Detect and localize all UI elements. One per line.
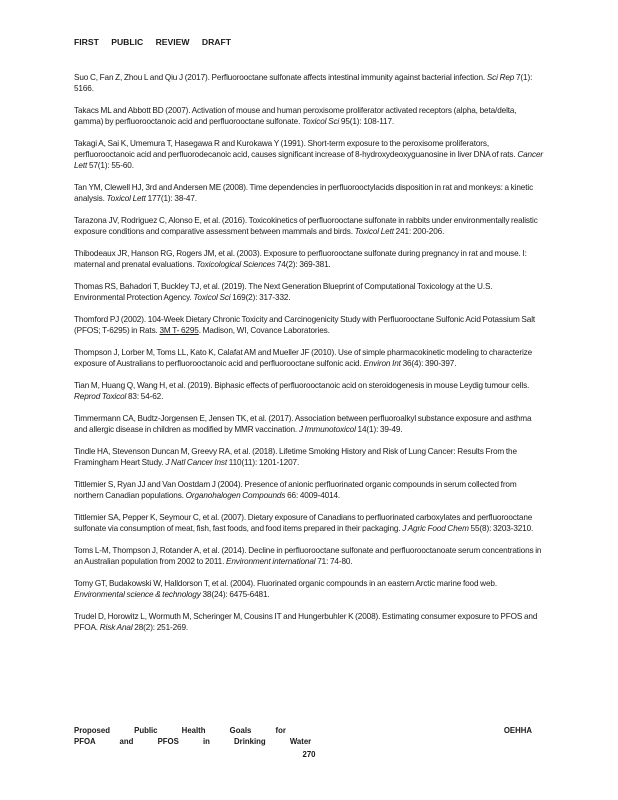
reference-item: Tittlemier SA, Pepper K, Seymour C, et al. (2007). Dietary exposure of Canadians to perfluorinated carboxylates and perfluorooctane sulfonate via consumption of meat, fish, fast foods, and food items prepared in their packaging. J Agric Food Chem 55(8): 3203-3210. [74,513,534,534]
reference-item: Tittlemier S, Ryan JJ and Van Oostdam J (2004). Presence of anionic perfluorinated organic compounds in serum collected from northern Canadian populations. Organohalogen Compounds 66: 4009-4014. [74,480,517,501]
footer-doc-subtitle: PFOA and PFOS in Drinking Water [74,737,312,746]
reference-item: Takagi A, Sai K, Umemura T, Hasegawa R and Kurokawa Y (1991). Short-term exposure to the peroxisome proliferators, perfluorooctanoic acid and perfluorodecanoic acid, causes significant increase of 8-hydroxydeoxyguanosine in liver DNA of rats. Cancer Lett 57(1): 55-60. [74,139,544,171]
page-number: 270 [302,750,316,759]
reference-item: Tarazona JV, Rodriguez C, Alonso E, et al. (2016). Toxicokinetics of perfluorooctane sulfonate in rabbits under environmentally realistic exposure conditions and comparative assessment between mammals and birds. Toxicol Lett 241: 200-206. [74,216,538,237]
reference-item: Tindle HA, Stevenson Duncan M, Greevy RA, et al. (2018). Lifetime Smoking History and Risk of Lung Cancer: Results From the Framingham Heart Study. J Natl Cancer Inst 110(11): 1201-1207. [74,447,517,468]
reference-item: Thomas RS, Bahadori T, Buckley TJ, et al. (2019). The Next Generation Blueprint of Computational Toxicology at the U.S. Environmental Protection Agency. Toxicol Sci 169(2): 317-332. [74,282,493,303]
reference-list [74,72,544,644]
page-footer [74,725,532,747]
reference-item: Timmermann CA, Budtz-Jorgensen E, Jensen TK, et al. (2017). Association between perfluoroalkyl substance exposure and asthma and allergic disease in children as modified by MMR vaccination. J Immunotoxicol 14(1): 39-49. [74,414,532,435]
reference-item: Tian M, Huang Q, Wang H, et al. (2019). Biphasic effects of perfluorooctanoic acid on steroidogenesis in mouse Leydig tumour cells. Reprod Toxicol 83: 54-62. [74,381,530,402]
header-title: FIRST PUBLIC REVIEW DRAFT [74,37,231,47]
reference-item: Takacs ML and Abbott BD (2007). Activation of mouse and human peroxisome proliferator activated receptors (alpha, beta/delta, gamma) by perfluorooctanoic acid and perfluorooctane sulfonate. Toxicol Sci 95(1): 108-117. [74,106,517,127]
reference-item: Tan YM, Clewell HJ, 3rd and Andersen ME (2008). Time dependencies in perfluorooctylacids disposition in rat and monkeys: a kinetic analysis. Toxicol Lett 177(1): 38-47. [74,183,534,204]
report-number-link: 3M T- 6295 [159,326,199,336]
reference-item: Thompson J, Lorber M, Toms LL, Kato K, Calafat AM and Mueller JF (2010). Use of simple pharmacokinetic modeling to characterize exposure of Australians to perfluorooctanoic acid and perfluorooctane sulfonic acid. Environ Int 36(4): 390-397. [74,348,533,369]
reference-item: Suo C, Fan Z, Zhou L and Qiu J (2017). Perfluorooctane sulfonate affects intestinal immunity against bacterial infection. Sci Rep 7(1): 5166. [74,73,533,94]
reference-item: Thomford PJ (2002). 104-Week Dietary Chronic Toxicity and Carcinogenicity Study with Perfluorooctane Sulfonic Acid Potassium Salt (PFOS; T-6295) in Rats. 3M T- 6295. Madison, WI, Covance Laboratories. [74,315,536,336]
reference-item: Trudel D, Horowitz L, Wormuth M, Scheringer M, Cousins IT and Hungerbuhler K (2008). Estimating consumer exposure to PFOS and PFOA. Risk Anal 28(2): 251-269. [74,612,538,633]
footer-agency: OEHHA [503,726,532,735]
reference-item: Toms L-M, Thompson J, Rotander A, et al. (2014). Decline in perfluorooctane sulfonate and perfluorooctanoate serum concentrations in an Australian population from 2002 to 2011. Environment international 71: 74-80. [74,546,542,567]
footer-doc-title: Proposed Public Health Goals for [74,726,286,735]
reference-item: Tomy GT, Budakowski W, Halldorson T, et al. (2004). Fluorinated organic compounds in an eastern Arctic marine food web. Environmental science & technology 38(24): 6475-6481. [74,579,497,600]
reference-item: Thibodeaux JR, Hanson RG, Rogers JM, et al. (2003). Exposure to perfluorooctane sulfonate during pregnancy in rat and mouse. I: maternal and prenatal evaluations. Toxicological Sciences 74(2): 369-381. [74,249,527,270]
